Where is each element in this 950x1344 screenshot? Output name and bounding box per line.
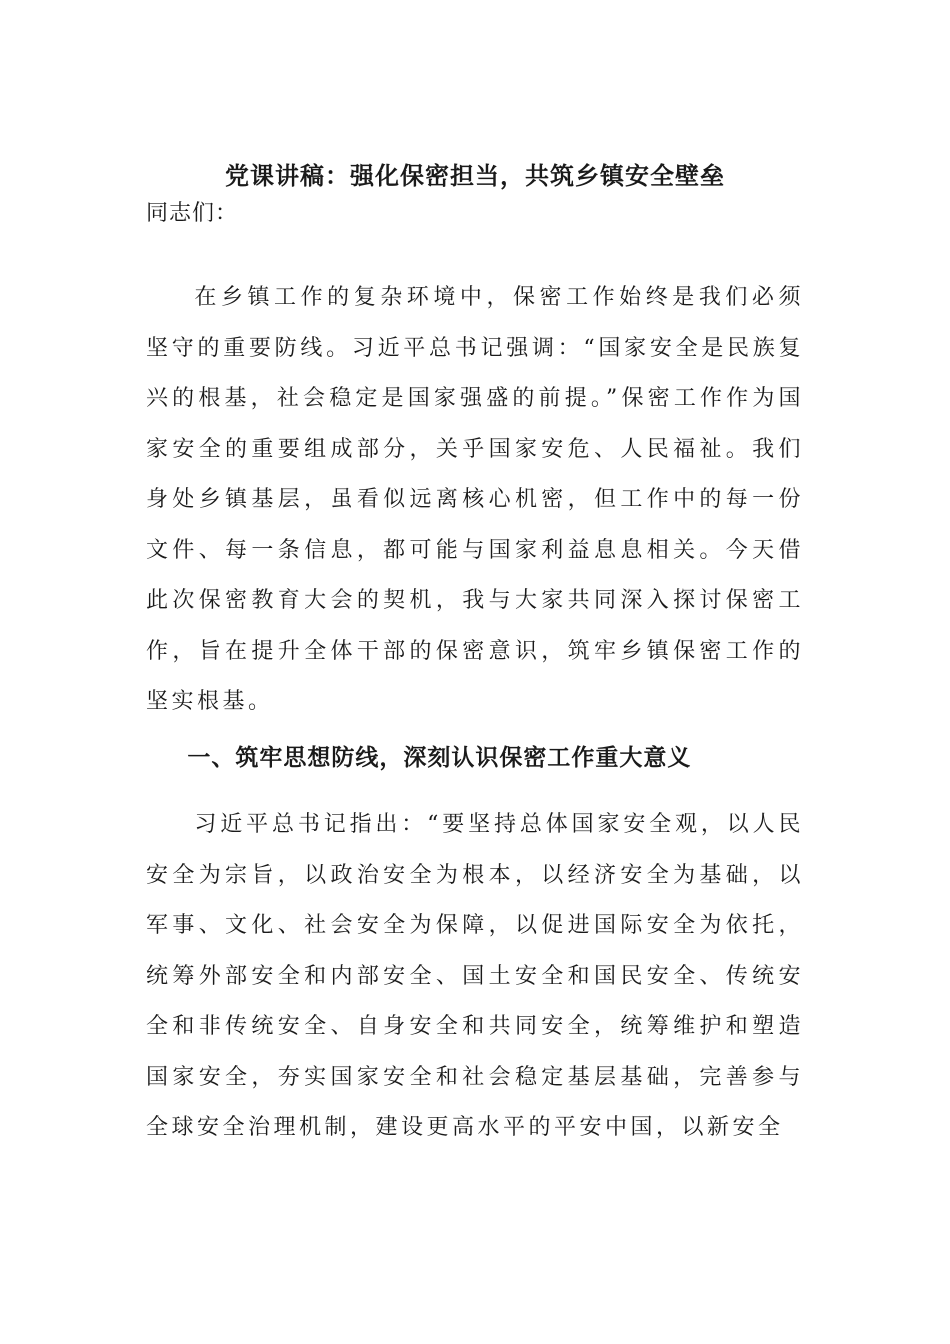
salutation: 同志们：	[146, 201, 239, 226]
section-1-paragraph: 习近平总书记指出：“要坚持总体国家安全观，以人民安全为宗旨，以政治安全为根本，以经济安全为基础，以军事、文化、社会安全为保障，以促进国际安全为依托，统筹外部安全和内部安全、国土安全和国民安全、传统安全和非传统安全、自身安全和共同安全，统筹维护和塑造国家安全，夯实国家安全和社会稳定基层基础，完善参与全球安全治理机制，建设更高水平的平安中国，以新安全	[146, 812, 804, 1140]
document-title: 党课讲稿：强化保密担当，共筑乡镇安全壁垒	[225, 162, 725, 190]
intro-paragraph: 在乡镇工作的复杂环境中，保密工作始终是我们必须坚守的重要防线。习近平总书记强调：“国家安全是民族复兴的根基，社会稳定是国家强盛的前提。”保密工作作为国家安全的重要组成部分，关乎国家安危、人民福祉。我们身处乡镇基层，虽看似远离核心机密，但工作中的每一份文件、每一条信息，都可能与国家利益息息相关。今天借此次保密教育大会的契机，我与大家共同深入探讨保密工作，旨在提升全体干部的保密意识，筑牢乡镇保密工作的坚实根基。	[146, 285, 804, 714]
section-heading-1: 一、筑牢思想防线，深刻认识保密工作重大意义	[187, 745, 692, 771]
